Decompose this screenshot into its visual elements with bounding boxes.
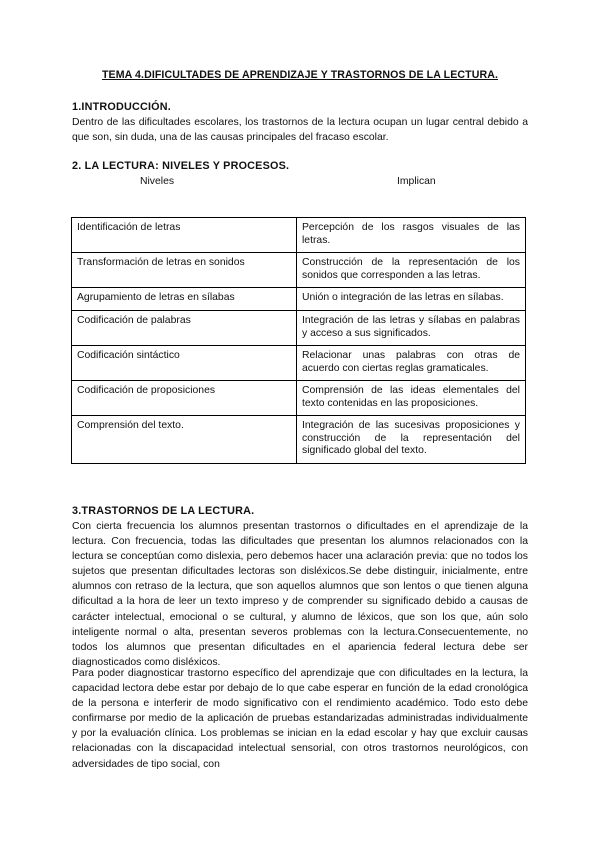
document-title: TEMA 4.DIFICULTADES DE APRENDIZAJE Y TRASTORNOS DE LA LECTURA. <box>101 69 499 81</box>
implies-cell: Percepción de los rasgos visuales de las letras. <box>297 218 526 253</box>
level-cell: Codificación de proposiciones <box>72 381 297 416</box>
section3-paragraph-2: Para poder diagnosticar trastorno específico del aprendizaje que con dificultades en la lectura, la capacidad lectora debe estar por debajo de lo que cabe esperar en función de la edad cronológica de la persona e interferir de modo significativo con el rendimiento académico. Todo esto debe confirmarse por medio de la aplicación de pruebas estandarizadas administradas individualmente y por la evaluación clínica. Los problemas se inician en la edad escolar y hay que excluir causas relacionadas con la discapacidad intelectual sensorial, con otros trastornos neurológicos, con adversidades de tipo social, con <box>72 668 528 770</box>
implies-cell: Unión o integración de las letras en sílabas. <box>297 288 526 311</box>
table-row <box>72 311 526 346</box>
implies-cell: Construcción de la representación de los sonidos que corresponden a las letras. <box>297 253 526 288</box>
table-row <box>72 218 526 253</box>
implies-cell: Relacionar unas palabras con otras de acuerdo con ciertas reglas gramaticales. <box>297 346 526 381</box>
table-row <box>72 416 526 464</box>
table-row <box>72 253 526 288</box>
level-cell: Transformación de letras en sonidos <box>72 253 297 288</box>
section1-heading: 1.INTRODUCCIÓN. <box>72 101 171 113</box>
section3-heading: 3.TRASTORNOS DE LA LECTURA. <box>72 505 255 517</box>
level-cell: Comprensión del texto. <box>72 416 297 464</box>
implies-cell: Integración de las letras y sílabas en palabras y acceso a sus significados. <box>297 311 526 346</box>
table-row <box>72 381 526 416</box>
column-header-levels: Niveles <box>140 176 175 187</box>
table-row <box>72 288 526 311</box>
level-cell: Agrupamiento de letras en sílabas <box>72 288 297 311</box>
level-cell: Codificación de palabras <box>72 311 297 346</box>
reading-levels-table <box>71 217 526 464</box>
level-cell: Codificación sintáctico <box>72 346 297 381</box>
section1-paragraph: Dentro de las dificultades escolares, los trastornos de la lectura ocupan un lugar central debido a que son, sin duda, una de las causas principales del fracaso escolar. <box>72 117 528 144</box>
level-cell: Identificación de letras <box>72 218 297 253</box>
implies-cell: Comprensión de las ideas elementales del texto contenidas en las proposiciones. <box>297 381 526 416</box>
table-row <box>72 346 526 381</box>
section3-paragraph-1: Con cierta frecuencia los alumnos presentan trastornos o dificultades en el aprendizaje de la lectura. Con frecuencia, todas las dificultades que presentan los alumnos relacionados con la lectura se conceptúan como dislexia, pero debemos hacer una aclaración previa: que no todos los sujetos que presentan dificultades lectoras son disléxicos.Se debe distinguir, inicialmente, entre alumnos con retraso de la lectura, que son aquellos alumnos que son lentos o que tienen alguna dificultad a la hora de leer un texto impreso y de comprender su significado debido a causas de carácter intelectual, emocional o se cultural, y alumno de léxicos, que son los que, aún solo inteligente normal o alta, presentan severos problemas con la lectura.Consecuentemente, no todos los alumnos que presentan dificultades en el apariencia federal lectura debe ser diagnosticados como disléxicos. <box>72 521 528 668</box>
implies-cell: Integración de las sucesivas proposiciones y construcción de la representación del significado global del texto. <box>297 416 526 464</box>
section2-heading: 2. LA LECTURA: NIVELES Y PROCESOS. <box>72 160 290 172</box>
column-header-implies: Implican <box>397 176 436 187</box>
